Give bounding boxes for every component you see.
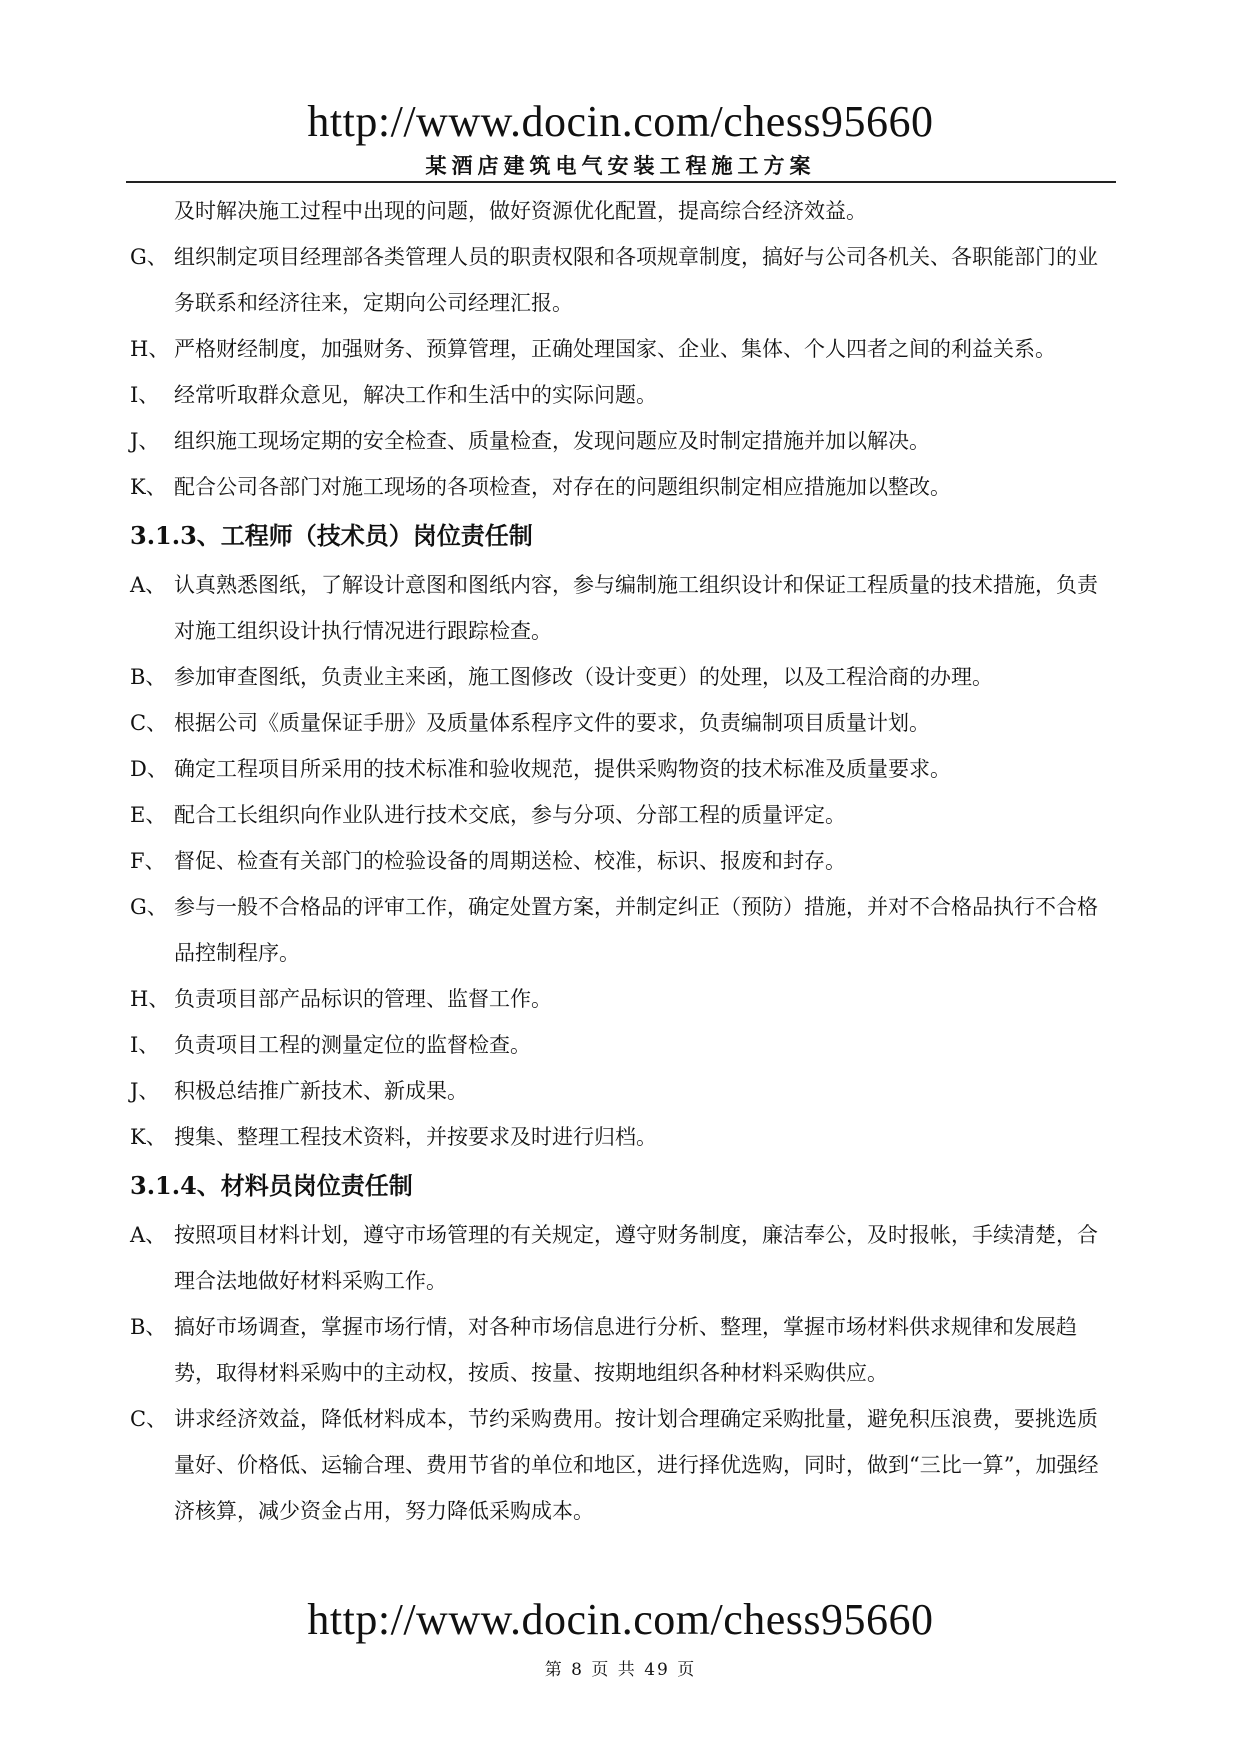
list-item	[130, 884, 1116, 976]
item-marker: J、	[130, 1079, 160, 1103]
item-marker: I、	[130, 383, 160, 407]
header-url: http://www.docin.com/chess95660	[307, 97, 934, 146]
item-text: 按照项目材料计划，遵守市场管理的有关规定，遵守财务制度，廉洁奉公，及时报帐，手续清楚，合理合法地做好材料采购工作。	[174, 1223, 1098, 1293]
item-marker: H、	[130, 337, 170, 361]
item-text: 组织制定项目经理部各类管理人员的职责权限和各项规章制度，搞好与公司各机关、各职能部门的业务联系和经济往来，定期向公司经理汇报。	[174, 245, 1098, 315]
item-text: 督促、检查有关部门的检验设备的周期送检、校准，标识、报废和封存。	[174, 849, 846, 873]
item-marker: E、	[130, 803, 167, 827]
section-heading-engineer: 3.1.3、工程师（技术员）岗位责任制	[130, 521, 533, 550]
list-item	[130, 792, 1116, 838]
list-item	[130, 1114, 1116, 1160]
engineer-duties-list	[130, 562, 1116, 1160]
manager-duties-list	[130, 234, 1116, 510]
item-marker: B、	[130, 665, 167, 689]
item-marker: G、	[130, 895, 168, 919]
item-marker: H、	[130, 987, 170, 1011]
section-heading-material: 3.1.4、材料员岗位责任制	[130, 1171, 413, 1200]
item-marker: F、	[130, 849, 166, 873]
item-marker: J、	[130, 429, 160, 453]
list-item	[130, 654, 1116, 700]
list-item	[130, 1396, 1116, 1534]
item-text: 根据公司《质量保证手册》及质量体系程序文件的要求，负责编制项目质量计划。	[174, 711, 930, 735]
item-text: 组织施工现场定期的安全检查、质量检查，发现问题应及时制定措施并加以解决。	[174, 429, 930, 453]
item-text: 搞好市场调查，掌握市场行情，对各种市场信息进行分析、整理，掌握市场材料供求规律和发展趋势，取得材料采购中的主动权，按质、按量、按期地组织各种材料采购供应。	[174, 1315, 1077, 1385]
item-marker: A、	[130, 1223, 167, 1247]
item-text: 参与一般不合格品的评审工作，确定处置方案，并制定纠正（预防）措施，并对不合格品执行不合格品控制程序。	[174, 895, 1098, 965]
list-item	[130, 838, 1116, 884]
list-item	[130, 1212, 1116, 1304]
list-item	[130, 1304, 1116, 1396]
document-body	[130, 188, 1116, 1534]
list-item	[130, 1068, 1116, 1114]
item-text: 负责项目部产品标识的管理、监督工作。	[174, 987, 552, 1011]
continued-paragraph: 及时解决施工过程中出现的问题，做好资源优化配置，提高综合经济效益。	[174, 199, 867, 223]
list-item	[130, 234, 1116, 326]
list-item	[130, 562, 1116, 654]
item-text: 确定工程项目所采用的技术标准和验收规范，提供采购物资的技术标准及质量要求。	[174, 757, 951, 781]
list-item	[130, 746, 1116, 792]
list-item	[130, 464, 1116, 510]
item-text: 讲求经济效益，降低材料成本，节约采购费用。按计划合理确定采购批量，避免积压浪费，要挑选质量好、价格低、运输合理、费用节省的单位和地区，进行择优选购，同时，做到“三比一算”，加强经济核算，减少资金占用，努力降低采购成本。	[174, 1407, 1099, 1523]
item-marker: C、	[130, 711, 168, 735]
list-item	[130, 700, 1116, 746]
item-marker: G、	[130, 245, 168, 269]
document-title: 某酒店建筑电气安装工程施工方案	[425, 153, 816, 178]
item-text: 配合工长组织向作业队进行技术交底，参与分项、分部工程的质量评定。	[174, 803, 846, 827]
footer-url: http://www.docin.com/chess95660	[307, 1595, 934, 1644]
list-item	[130, 372, 1116, 418]
item-text: 参加审查图纸，负责业主来函，施工图修改（设计变更）的处理，以及工程洽商的办理。	[174, 665, 993, 689]
list-item	[130, 418, 1116, 464]
item-text: 严格财经制度，加强财务、预算管理，正确处理国家、企业、集体、个人四者之间的利益关系。	[174, 337, 1056, 361]
page-number: 第 8 页 共 49 页	[544, 1660, 697, 1680]
item-marker: C、	[130, 1407, 168, 1431]
item-text: 配合公司各部门对施工现场的各项检查，对存在的问题组织制定相应措施加以整改。	[174, 475, 951, 499]
list-item	[130, 326, 1116, 372]
item-marker: K、	[130, 1125, 167, 1149]
item-text: 积极总结推广新技术、新成果。	[174, 1079, 468, 1103]
item-text: 搜集、整理工程技术资料，并按要求及时进行归档。	[174, 1125, 657, 1149]
item-text: 负责项目工程的测量定位的监督检查。	[174, 1033, 531, 1057]
item-text: 经常听取群众意见，解决工作和生活中的实际问题。	[174, 383, 657, 407]
item-marker: I、	[130, 1033, 160, 1057]
item-marker: D、	[130, 757, 168, 781]
item-marker: A、	[130, 573, 167, 597]
list-item	[130, 976, 1116, 1022]
item-marker: B、	[130, 1315, 167, 1339]
material-duties-list	[130, 1212, 1116, 1534]
header-divider	[126, 181, 1116, 183]
list-item	[130, 1022, 1116, 1068]
item-text: 认真熟悉图纸，了解设计意图和图纸内容，参与编制施工组织设计和保证工程质量的技术措施，负责对施工组织设计执行情况进行跟踪检查。	[174, 573, 1098, 643]
item-marker: K、	[130, 475, 167, 499]
